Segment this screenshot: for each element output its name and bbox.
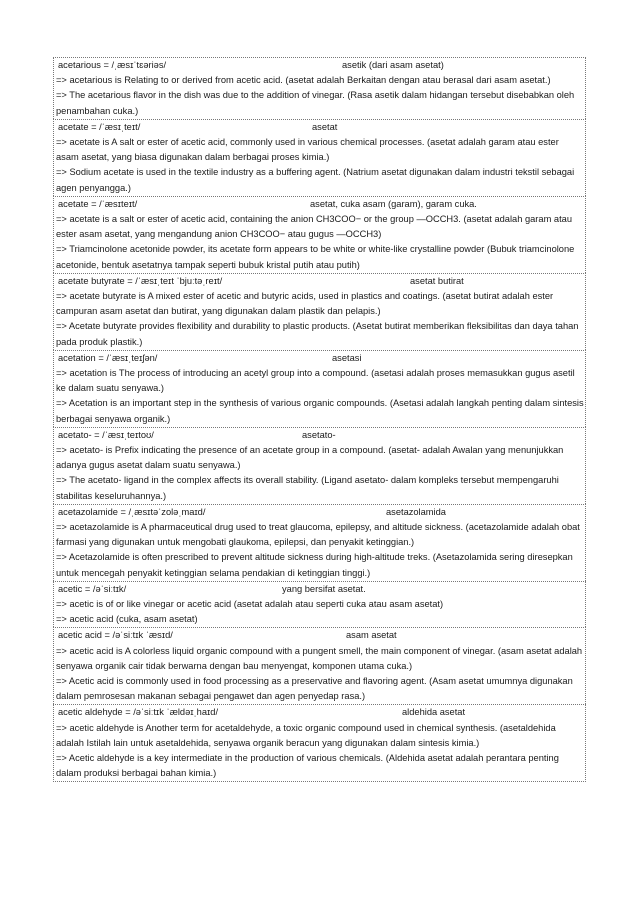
entry-header	[56, 428, 584, 443]
dictionary-entry	[53, 196, 586, 273]
headword-pronunciation: acetic = /əˈsiːtɪk/	[58, 583, 127, 594]
entry-header	[56, 582, 584, 597]
entry-header	[56, 120, 584, 135]
headword-translation: asetato-	[302, 429, 336, 440]
definition-line: => acetic aldehyde is Another term for acetaldehyde, a toxic organic compound used in chemical synthesis. (asetaldehida adalah Istilah lain untuk asetaldehida, senyawa organik beracun yang digunakan dalam sintesis kimia.)	[56, 722, 556, 748]
dictionary-entry	[53, 350, 586, 427]
example-line: => Acetic acid is commonly used in food processing as a preservative and flavoring agent. (Asam asetat umumnya digunakan dalam pemrosesan makanan sebagai pengawet dan agen penyedap rasa.)	[56, 675, 573, 702]
entry-header	[56, 351, 584, 366]
headword-translation: asetat, cuka asam (garam), garam cuka.	[310, 198, 477, 209]
headword-pronunciation: acetic aldehyde = /əˈsiːtɪk ˈældəɪˌhaɪd/	[58, 707, 219, 718]
definition-line: => acetate butyrate is A mixed ester of acetic and butyric acids, used in plastics and coatings. (asetat butirat adalah ester campuran asam asetat dan butirat, yang digunakan dalam plastik dan pelapis.)	[56, 290, 554, 317]
example-line: => Sodium acetate is used in the textile industry as a buffering agent. (Natrium asetat digunakan dalam industri tekstil sebagai agen penyangga.)	[56, 167, 575, 193]
definition-line: => acetazolamide is A pharmaceutical drug used to treat glaucoma, epilepsy, and altitude sickness. (acetazolamide adalah obat farmasi yang digunakan untuk mengobati glaukoma, epilepsi, dan penyakit ketinggian.)	[56, 521, 580, 548]
headword-translation: asetasi	[332, 352, 362, 363]
example-line: => Acetazolamide is often prescribed to prevent altitude sickness during high-altitude treks. (Asetazolamida sering diresepkan untuk mencegah penyakit ketinggian selama pendakian di ketinggian tinggi.)	[56, 552, 573, 578]
dictionary-entry	[53, 504, 586, 581]
definition-line: => acetate is A salt or ester of acetic acid, commonly used in various chemical processes. (asetat adalah garam atau ester asam asetat, yang biasa digunakan dalam berbagai proses kimia.)	[56, 136, 559, 163]
dictionary-entry	[53, 119, 586, 196]
headword-pronunciation: acetic acid = /əˈsiːtɪk ˈæsɪd/	[58, 630, 173, 641]
entry-header	[56, 58, 584, 73]
headword-pronunciation: acetate = /ˈæsɪteɪt/	[58, 198, 138, 209]
example-line: => Acetic aldehyde is a key intermediate in the production of various chemicals. (Aldehida asetat adalah perantara penting dalam produksi berbagai bahan kimia.)	[56, 752, 559, 779]
headword-pronunciation: acetation = /ˈæsɪˌteɪʃən/	[58, 352, 158, 363]
headword-translation: asetat	[312, 121, 338, 132]
example-line: => The acetato- ligand in the complex affects its overall stability. (Ligand asetato- dalam kompleks tersebut mempengaruhi stabilitas keseluruhannya.)	[56, 475, 559, 501]
dictionary-page	[53, 57, 586, 782]
dictionary-entry	[53, 273, 586, 350]
headword-translation: asetazolamida	[386, 506, 446, 517]
headword-translation: aldehida asetat	[402, 707, 466, 718]
dictionary-entry	[53, 581, 586, 628]
entry-header	[56, 628, 584, 643]
example-line: => Triamcinolone acetonide powder, its acetate form appears to be white or white-like crystalline powder (Bubuk triamcinolone acetonide, bentuk asetatnya tampak seperti bubuk kristal putih atau putih)	[56, 244, 575, 270]
dictionary-entry	[53, 427, 586, 504]
definition-line: => acetate is a salt or ester of acetic acid, containing the anion CH3COO− or the group —OCCH3. (asetat adalah garam atau ester asam asetat, yang mengandung anion CH3COO− atau gugus —OCCH3)	[56, 213, 572, 240]
example-line: => The acetarious flavor in the dish was due to the addition of vinegar. (Rasa asetik dalam hidangan tersebut disebabkan oleh penambahan cuka.)	[56, 90, 575, 116]
definition-line: => acetic acid is A colorless liquid organic compound with a pungent smell, the main component of vinegar. (asam asetat adalah senyawa organik cair tidak berwarna dengan bau menyengat, komponen utama cuka.)	[56, 645, 583, 671]
headword-pronunciation: acetate = /ˈæsɪˌteɪt/	[58, 121, 141, 132]
entry-header	[56, 705, 584, 720]
headword-pronunciation: acetate butyrate = /ˈæsɪˌteɪt ˈbjuːtəˌreɪt/	[58, 275, 223, 286]
headword-pronunciation: acetarious = /ˌæsɪˈtɛəriəs/	[58, 60, 167, 70]
example-line: => Acetate butyrate provides flexibility and durability to plastic products. (Asetat butirat memberikan fleksibilitas dan daya tahan pada produk plastik.)	[56, 321, 579, 347]
example-line: => Acetation is an important step in the synthesis of various organic compounds. (Asetasi adalah langkah penting dalam sintesis berbagai senyawa organik.)	[56, 398, 584, 424]
headword-pronunciation: acetato- = /ˈæsɪˌteɪtoʊ/	[58, 429, 154, 440]
entry-header	[56, 274, 584, 289]
headword-pronunciation: acetazolamide = /ˌæsɪtəˈzoləˌmaɪd/	[58, 506, 206, 517]
definition-line: => acetato- is Prefix indicating the presence of an acetate group in a compound. (asetat- adalah Awalan yang menunjukkan adanya gugus asetat dalam suatu senyawa.)	[56, 444, 564, 471]
definition-line: => acetic is of or like vinegar or acetic acid (asetat adalah atau seperti cuka atau asam asetat)	[56, 598, 444, 609]
example-line: => acetic acid (cuka, asam asetat)	[56, 614, 198, 625]
entry-header	[56, 505, 584, 520]
dictionary-entry	[53, 627, 586, 704]
entry-header	[56, 197, 584, 212]
headword-translation: yang bersifat asetat.	[282, 583, 366, 594]
headword-translation: asam asetat	[346, 630, 397, 641]
definition-line: => acetarious is Relating to or derived from acetic acid. (asetat adalah Berkaitan dengan atau berasal dari asam asetat.)	[56, 75, 551, 86]
dictionary-entry	[53, 57, 586, 119]
headword-translation: asetik (dari asam asetat)	[342, 60, 444, 70]
definition-line: => acetation is The process of introducing an acetyl group into a compound. (asetasi adalah proses memasukkan gugus asetil ke dalam suatu senyawa.)	[56, 367, 575, 394]
headword-translation: asetat butirat	[410, 275, 464, 286]
dictionary-entry	[53, 704, 586, 782]
